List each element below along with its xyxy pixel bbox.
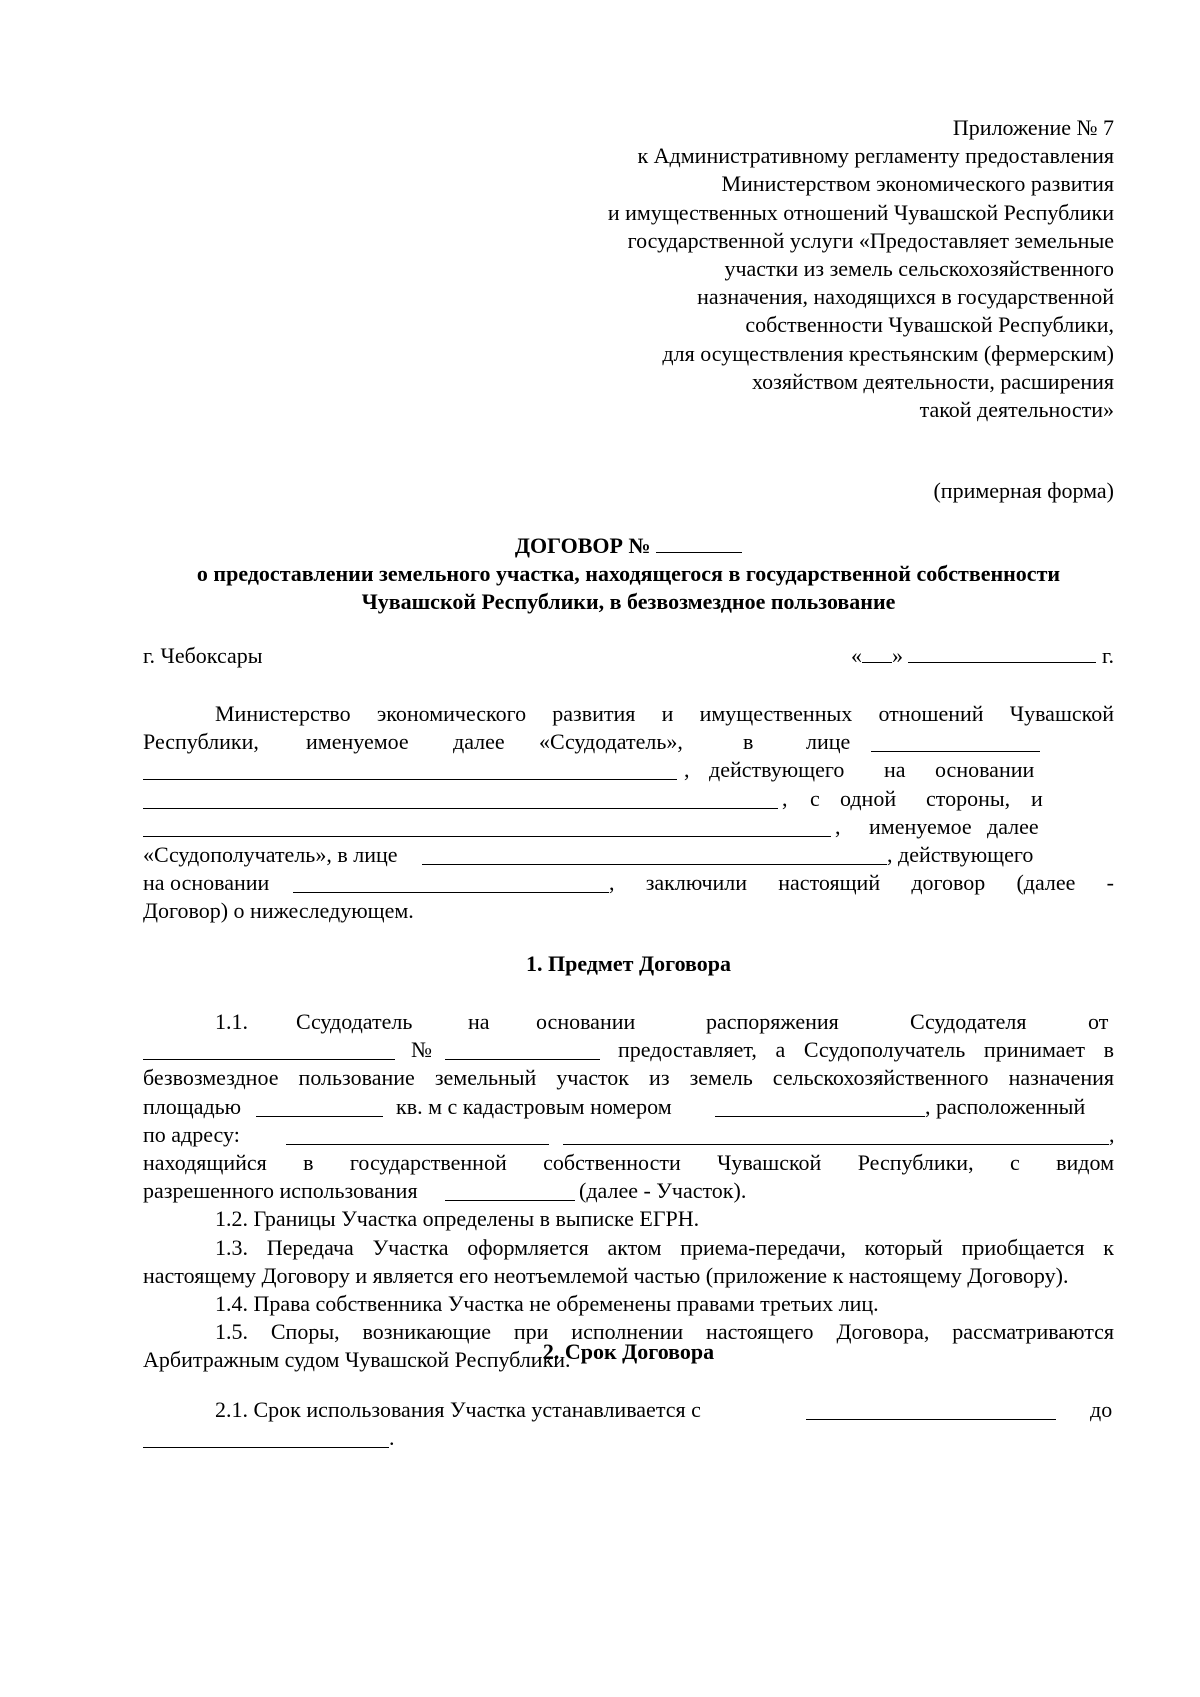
annex-line: хозяйством деятельности, расширения (752, 368, 1114, 394)
annex-line: и имущественных отношений Чувашской Республики (607, 199, 1114, 225)
date-day-blank (862, 642, 892, 663)
term-end-blank (143, 1428, 389, 1448)
annex-line: участки из земель сельскохозяйственного (724, 256, 1114, 282)
preamble-text: , действующего (887, 841, 1034, 867)
clause-text: площадью (143, 1093, 242, 1119)
preamble-text: с (810, 785, 820, 811)
annex-line: собственности Чувашской Республики, (745, 312, 1114, 338)
clause-1-1-row (143, 1064, 1114, 1092)
clause-text: , расположенный (925, 1093, 1086, 1119)
preamble-row (143, 869, 1114, 897)
preamble-text: Министерство экономического развития и имущественных отношений Чувашской (215, 701, 1114, 726)
preamble-row (143, 813, 1114, 841)
clause-text: Ссудодатель (296, 1009, 413, 1034)
clause-1-3: 1.3. Передача Участка оформляется актом приема-передачи, который приобщается к настоящему Договору и является его неотъемлемой частью (приложение к настоящему Договору). (143, 1234, 1114, 1288)
clause-text: до (1090, 1397, 1113, 1422)
contract-title-line1 (143, 532, 1114, 560)
preamble-text: на основании (143, 870, 270, 896)
preamble-text: лице (806, 729, 851, 755)
section-1-title: 1. Предмет Договора (525, 951, 731, 976)
preamble-row (143, 728, 1114, 756)
clause-text: 1.1. (215, 1009, 248, 1034)
annex-line: государственной услуги «Предоставляет земельные (627, 227, 1114, 253)
annex-line: для осуществления крестьянским (фермерским) (662, 340, 1114, 366)
section-2-body (143, 1396, 1114, 1452)
preamble-text: далее (453, 729, 505, 755)
representative-blank (871, 732, 1040, 752)
preamble-row (143, 841, 1114, 869)
annex-line: такой деятельности» (919, 397, 1114, 423)
preamble-text: «Ссудодатель», (539, 729, 683, 755)
clause-1-1-row (143, 1036, 1114, 1064)
clause-text: , (1109, 1121, 1115, 1147)
document-page (143, 0, 1114, 1697)
contract-title-line2: о предоставлении земельного участка, находящегося в государственной собственности (196, 561, 1061, 586)
term-start-blank (806, 1400, 1056, 1420)
preamble-text: , заключили настоящий договор (далее - (609, 870, 1114, 896)
contract-title-line3: Чувашской Республики, в безвозмездное пользование (361, 589, 896, 614)
borrower-blank (143, 817, 831, 837)
order-number-blank (445, 1040, 600, 1060)
borrower-representative-blank (422, 845, 887, 865)
basis-blank (143, 789, 778, 809)
preamble (143, 700, 1114, 926)
annex-line: Приложение № 7 (952, 115, 1114, 140)
preamble-text: , (684, 757, 690, 783)
clause-2-1-row (143, 1396, 1114, 1424)
section-2-title: 2. Срок Договора (542, 1339, 715, 1364)
preamble-row (143, 897, 1114, 925)
preamble-text: далее (987, 813, 1039, 839)
contract-number-label: ДОГОВОР № (514, 533, 651, 558)
annex-line: Министерством экономического развития (721, 171, 1114, 197)
address-continued-blank (563, 1125, 1109, 1145)
clause-1-1-row (143, 1008, 1114, 1036)
clause-text: № (411, 1037, 432, 1063)
preamble-text: Республики, (143, 729, 259, 755)
section-1-body (143, 1008, 1114, 1375)
clause-1-5: 1.5. Споры, возникающие при исполнении настоящего Договора, рассматриваются Арбитражным судом Чувашской Республики. (143, 1319, 1114, 1373)
clause-text: (далее - Участок). (579, 1178, 747, 1204)
preamble-row (143, 700, 1114, 728)
clause-text: разрешенного использования (143, 1178, 418, 1204)
preamble-text: стороны, (926, 785, 1011, 811)
preamble-text: «Ссудополучатель», в лице (143, 841, 398, 867)
area-blank (256, 1097, 383, 1117)
clause-text: находящийся в государственной собственности Чувашской Республики, с видом (143, 1149, 1114, 1175)
clause-2-1-row (143, 1424, 1114, 1452)
clause-text: 2.1. Срок использования Участка устанавливается с (215, 1397, 701, 1422)
preamble-text: действующего (709, 757, 845, 783)
clause-text: Ссудодателя (910, 1009, 1027, 1034)
clause-text: предоставляет, а Ссудополучатель принимает в (618, 1037, 1114, 1063)
preamble-text: и (1031, 785, 1043, 811)
preamble-text: в (743, 729, 754, 755)
date-year-suffix: г. (1101, 643, 1114, 668)
date-quote-open: « (850, 643, 862, 668)
annex-header (414, 114, 1114, 424)
borrower-basis-blank (293, 873, 609, 893)
permitted-use-blank (445, 1181, 575, 1201)
clause-text: основании (536, 1009, 636, 1034)
clause-text: кв. м с кадастровым номером (396, 1093, 672, 1119)
place-date-line (143, 642, 1114, 670)
clause-1-1-row (143, 1177, 1114, 1205)
contract-number-blank (656, 532, 742, 553)
annex-line: к Административному регламенту предоставления (637, 143, 1114, 169)
address-blank (286, 1125, 549, 1145)
clause-1-1-row (143, 1121, 1114, 1149)
clause-text: . (389, 1425, 395, 1451)
clause-1-1-row (143, 1149, 1114, 1177)
clause-text: безвозмездное пользование земельный участок из земель сельскохозяйственного назначения (143, 1065, 1114, 1091)
cadastral-number-blank (715, 1097, 925, 1117)
preamble-row (143, 785, 1114, 813)
representative-name-blank (143, 760, 677, 780)
preamble-text: на (884, 757, 906, 783)
date-field (851, 642, 1114, 670)
preamble-text: именуемое (869, 813, 972, 839)
clause-1-4: 1.4. Права собственника Участка не обременены правами третьих лиц. (215, 1290, 879, 1316)
clause-text: по адресу: (143, 1121, 240, 1147)
preamble-text: основании (935, 757, 1035, 783)
preamble-text: Договор) о нижеследующем. (143, 898, 414, 924)
preamble-text: одной (840, 785, 897, 811)
contract-title (143, 532, 1114, 616)
preamble-text: именуемое (306, 729, 409, 755)
preamble-row (143, 756, 1114, 784)
clause-1-1-row (143, 1093, 1114, 1121)
date-quote-close: » (891, 643, 903, 668)
clause-text: распоряжения (706, 1009, 839, 1034)
preamble-text: , (782, 785, 788, 811)
city: г. Чебоксары (143, 643, 263, 668)
order-date-blank (143, 1040, 395, 1060)
clause-1-2: 1.2. Границы Участка определены в выписке ЕГРН. (215, 1206, 700, 1232)
annex-line: назначения, находящихся в государственной (697, 284, 1114, 310)
clause-text: от (1088, 1009, 1109, 1034)
preamble-text: , (835, 813, 841, 839)
clause-text: на (468, 1009, 490, 1034)
date-month-blank (908, 642, 1096, 663)
form-note: (примерная форма) (933, 478, 1114, 503)
